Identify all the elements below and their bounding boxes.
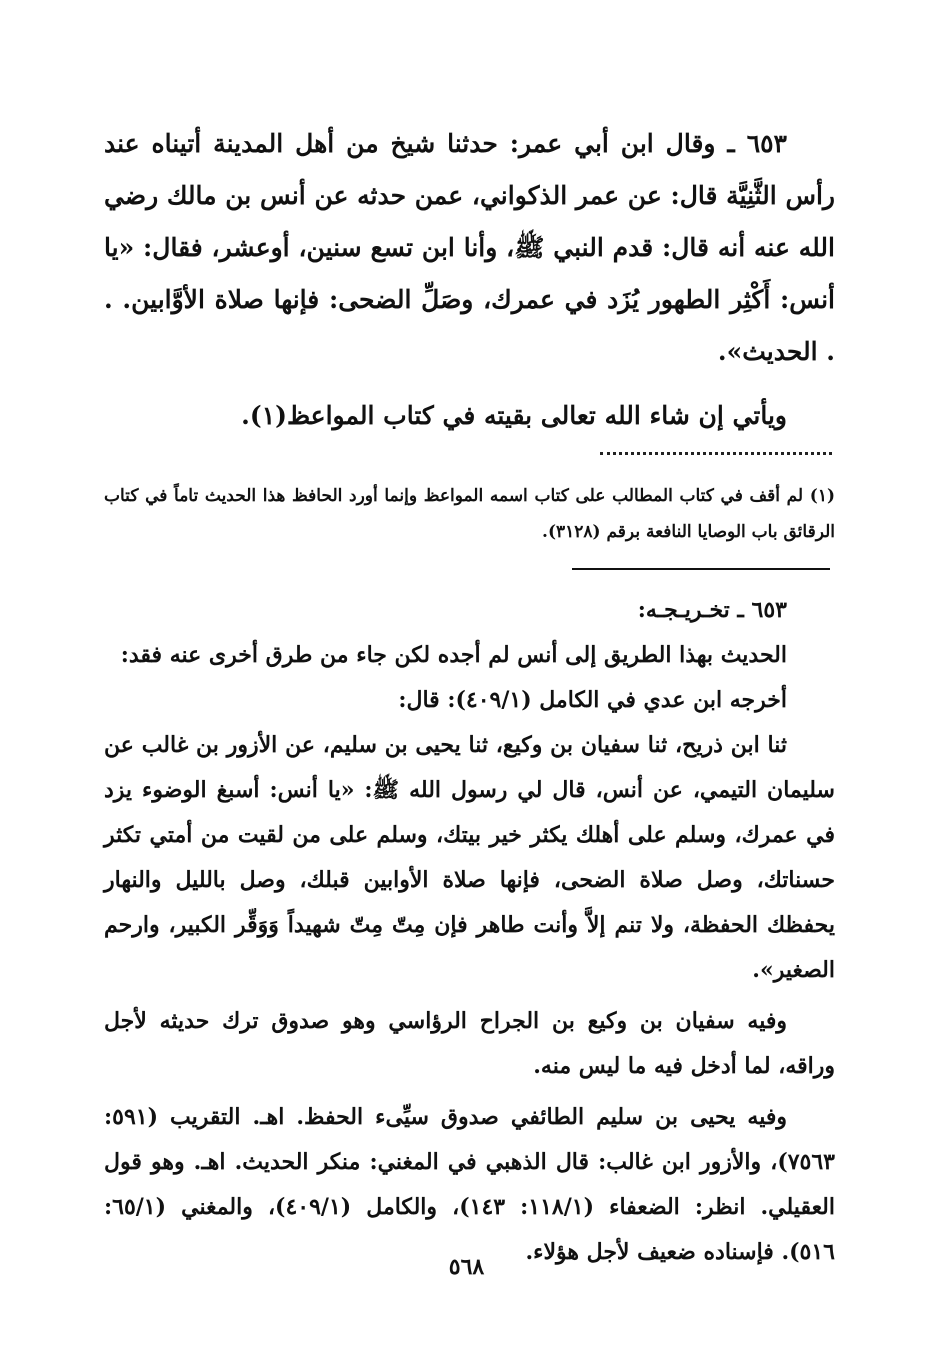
footnote <box>104 478 835 550</box>
hadith-paragraph: ٦٥٣ ـ وقال ابن أبي عمر: حدثنا شيخ من أهل المدينة أتيناه عند رأس الثَّنِيَّة قال: عن عمر الذكواني، عمن حدثه عن أنس بن مالك رضي الله عنه أنه قال: قدم النبي ﷺ، وأنا ابن تسع سنين، أوعشر، فقال: «يا أنس: أَكْثِر الطهور يُزَد في عمرك، وصَلِّ الضحى: فإنها صلاة الأوَّابين. . . الحديث». <box>104 129 835 366</box>
takhrij-heading: ٦٥٣ ـ تخـريـجـه: <box>637 597 787 623</box>
footnote-separator <box>600 448 832 455</box>
continuation-paragraph: ويأتي إن شاء الله تعالى بقيته في كتاب المواعظ(١). <box>241 401 787 430</box>
takhrij-paragraph: الحديث بهذا الطريق إلى أنس لم أجده لكن جاء من طرق أخرى عنه فقد: <box>120 642 787 668</box>
takhrij-section <box>104 588 835 1275</box>
takhrij-paragraph: وفيه يحيى بن سليم الطائفي صدوق سيِّىء الحفظ. اهـ. التقريب (٥٩١: ٧٥٦٣)، والأزور ابن غالب: قال الذهبي في المغني: منكر الحديث. اهـ. وهو قول العقيلي. انظر: الضعفاء (١١٨/١: ١٤٣)، والكامل (٤٠٩/١)، والمغني (٦٥/١: ٥١٦). فإسناده ضعيف لأجل هؤلاء. <box>104 1104 835 1265</box>
takhrij-paragraph: ثنا ابن ذريح، ثنا سفيان بن وكيع، ثنا يحيى بن سليم، عن الأزور بن غالب عن سليمان التيمي، عن أنس، قال لي رسول الله ﷺ: «يا أنس: أسبغ الوضوء يزد في عمرك، وسلم على أهلك يكثر خير بيتك، وسلم على من لقيت من أمتي تكثر حسناتك، وصل صلاة الضحى، فإنها صلاة الأوابين قبلك، وصل بالليل والنهار يحفظك الحفظة، ولا تنم إلاَّ وأنت طاهر فإن مِتّ مِتّ شهيداً وَوَقِّر الكبير، وارحم الصغير». <box>104 732 835 983</box>
section-divider <box>572 568 830 570</box>
takhrij-paragraph: أخرجه ابن عدي في الكامل (٤٠٩/١): قال: <box>398 687 787 713</box>
takhrij-paragraph: وفيه سفيان بن وكيع بن الجراح الرؤاسي وهو صدوق ترك حديثه لأجل وراقه، لما أدخل فيه ما ليس منه. <box>104 1008 835 1079</box>
footnote-text: (١) لم أقف في كتاب المطالب على كتاب اسمه المواعظ وإنما أورد الحافظ هذا الحديث تاماً في كتاب الرقائق باب الوصايا النافعة برقم (٣١٢٨). <box>104 486 835 542</box>
page-number: ٥٦٨ <box>448 1254 485 1280</box>
main-text <box>104 118 835 442</box>
